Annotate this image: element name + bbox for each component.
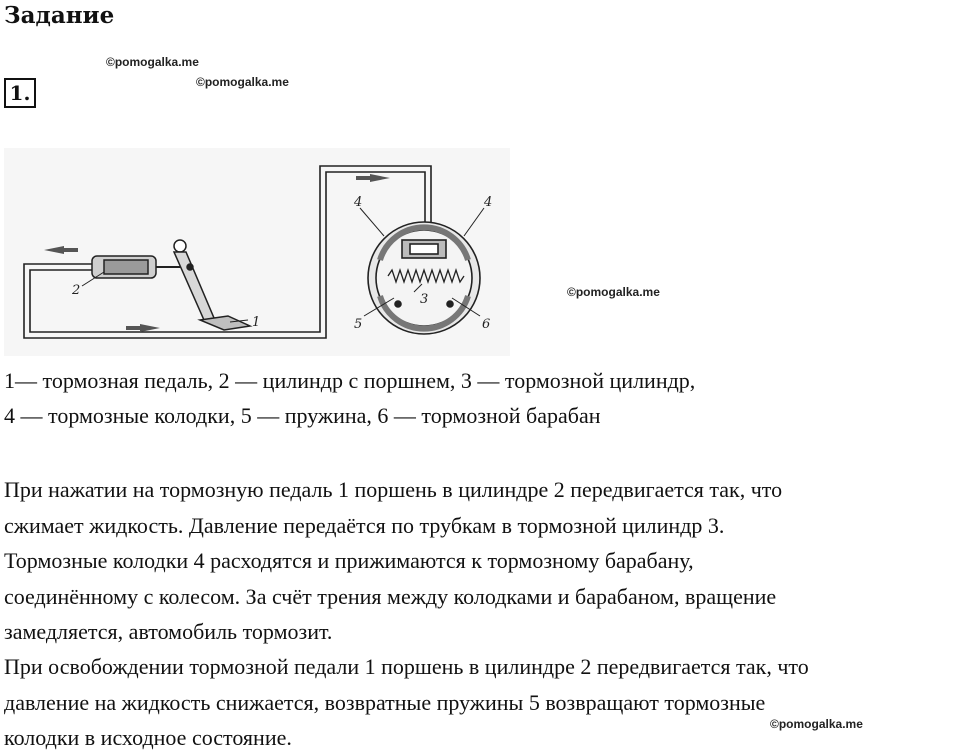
label-3: 3 <box>420 292 429 307</box>
brake-drum <box>368 222 480 334</box>
brake-diagram-svg <box>4 148 510 356</box>
brake-tube-inner <box>30 166 431 332</box>
caption-line-1: 1— тормозная педаль, 2 — цилиндр с поршнем, 3 — тормозной цилиндр, <box>4 368 696 393</box>
paragraph-line-6: При освобождении тормозной педали 1 поршень в цилиндре 2 передвигается так, что <box>4 654 809 679</box>
paragraph-line-2: сжимает жидкость. Давление передаётся по трубкам в тормозной цилиндр 3. <box>4 513 725 538</box>
label-4-right: 4 <box>484 195 493 210</box>
watermark-4: ©pomogalka.me <box>770 717 863 731</box>
watermark-1: ©pomogalka.me <box>106 55 199 69</box>
caption-line-2: 4 — тормозные колодки, 5 — пружина, 6 — тормозной барабан <box>4 403 601 428</box>
label-4-left: 4 <box>354 195 363 210</box>
watermark-3: ©pomogalka.me <box>567 285 660 299</box>
page-title: Задание <box>4 2 115 29</box>
arrow-right-top <box>370 174 390 182</box>
label-2: 2 <box>72 283 81 298</box>
arrow-right-bottom <box>140 324 160 332</box>
brake-system-diagram <box>4 148 510 356</box>
paragraph-line-7: давление на жидкость снижается, возвратные пружины 5 возвращают тормозные <box>4 690 766 715</box>
arrow-left <box>44 246 64 254</box>
paragraph-line-5: замедляется, автомобиль тормозит. <box>4 619 333 644</box>
flow-arrows <box>44 174 390 332</box>
paragraph-line-4: соединённому с колесом. За счёт трения между колодками и барабаном, вращение <box>4 584 777 609</box>
label-6: 6 <box>482 317 491 332</box>
label-1: 1 <box>252 315 261 330</box>
paragraph-line-1: При нажатии на тормозную педаль 1 поршень в цилиндре 2 передвигается так, что <box>4 477 783 502</box>
brake-tube <box>24 172 425 338</box>
task-number-box: 1. <box>4 78 36 108</box>
label-5: 5 <box>354 317 363 332</box>
brake-pedal <box>174 240 250 330</box>
master-cylinder <box>92 256 190 278</box>
paragraph-line-8: колодки в исходное состояние. <box>4 725 292 750</box>
paragraph-line-3: Тормозные колодки 4 расходятся и прижимаются к тормозному барабану, <box>4 548 694 573</box>
watermark-2: ©pomogalka.me <box>196 75 289 89</box>
